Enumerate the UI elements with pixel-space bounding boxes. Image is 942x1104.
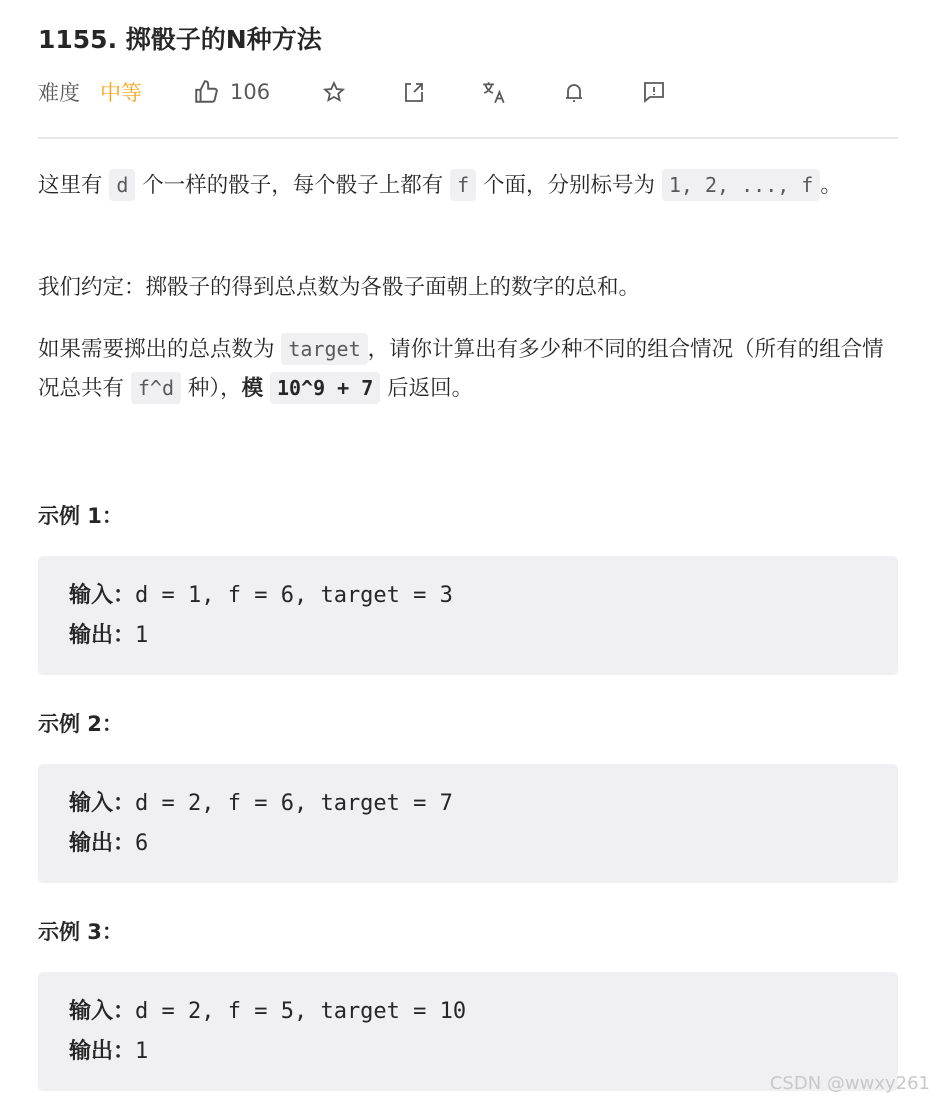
description-paragraph-3 — [38, 330, 898, 408]
translate-icon — [481, 79, 507, 105]
output-value: 1 — [135, 623, 149, 648]
output-value: 6 — [135, 831, 149, 856]
input-value: d = 2, f = 6, target = 7 — [135, 791, 453, 816]
bell-icon — [562, 80, 586, 104]
share-icon — [402, 80, 426, 104]
translate-button[interactable] — [480, 78, 508, 106]
problem-title: 1155. 掷骰子的N种方法 — [38, 25, 322, 54]
difficulty-badge: 中等 — [100, 81, 142, 105]
text: ，请你计算出有多少种不同的组合情况（所有的组合情况总共有 — [38, 337, 884, 401]
input-value: d = 2, f = 5, target = 10 — [135, 999, 467, 1024]
example-3-heading: 示例 3： — [38, 920, 123, 944]
output-label: 输出： — [69, 831, 136, 856]
favorite-button[interactable] — [320, 78, 348, 106]
inline-code: f^d — [131, 372, 181, 404]
text: 如果需要掷出的总点数为 — [38, 337, 275, 362]
input-value: d = 1, f = 6, target = 3 — [135, 583, 453, 608]
example-1-block — [38, 556, 898, 675]
example-1-heading: 示例 1： — [38, 504, 123, 528]
inline-code: f — [450, 169, 476, 201]
share-button[interactable] — [400, 78, 428, 106]
input-label: 输入： — [69, 583, 136, 608]
input-label: 输入： — [69, 791, 136, 816]
divider — [38, 137, 898, 139]
star-icon — [322, 80, 346, 104]
notification-button[interactable] — [560, 78, 588, 106]
text: 个面，分别标号为 — [483, 173, 656, 198]
inline-code: 1, 2, ..., f — [662, 169, 821, 201]
description-paragraph-1 — [38, 166, 898, 205]
example-2-heading: 示例 2： — [38, 712, 123, 736]
output-label: 输出： — [69, 623, 136, 648]
description-paragraph-2: 我们约定：掷骰子的得到总点数为各骰子面朝上的数字的总和。 — [38, 275, 641, 300]
example-2-block — [38, 764, 898, 883]
output-label: 输出： — [69, 1039, 136, 1064]
inline-code: d — [109, 169, 135, 201]
difficulty-label: 难度 — [38, 81, 80, 105]
text: 个一样的骰子，每个骰子上都有 — [142, 173, 444, 198]
thumbs-up-icon — [193, 79, 219, 105]
input-label: 输入： — [69, 999, 136, 1024]
text: 。 — [820, 173, 842, 198]
problem-meta — [38, 74, 668, 110]
like-button[interactable] — [192, 78, 220, 106]
text: 这里有 — [38, 173, 103, 198]
inline-code: target — [281, 333, 367, 365]
feedback-button[interactable] — [640, 78, 668, 106]
watermark: CSDN @wwxy261 — [769, 1073, 930, 1094]
like-count: 106 — [230, 80, 271, 104]
feedback-icon — [642, 80, 666, 104]
output-value: 1 — [135, 1039, 149, 1064]
bold-text: 模 — [241, 376, 264, 401]
inline-code: 10^9 + 7 — [270, 372, 380, 404]
text: 后返回。 — [387, 376, 474, 401]
text: 种）， — [187, 376, 242, 401]
